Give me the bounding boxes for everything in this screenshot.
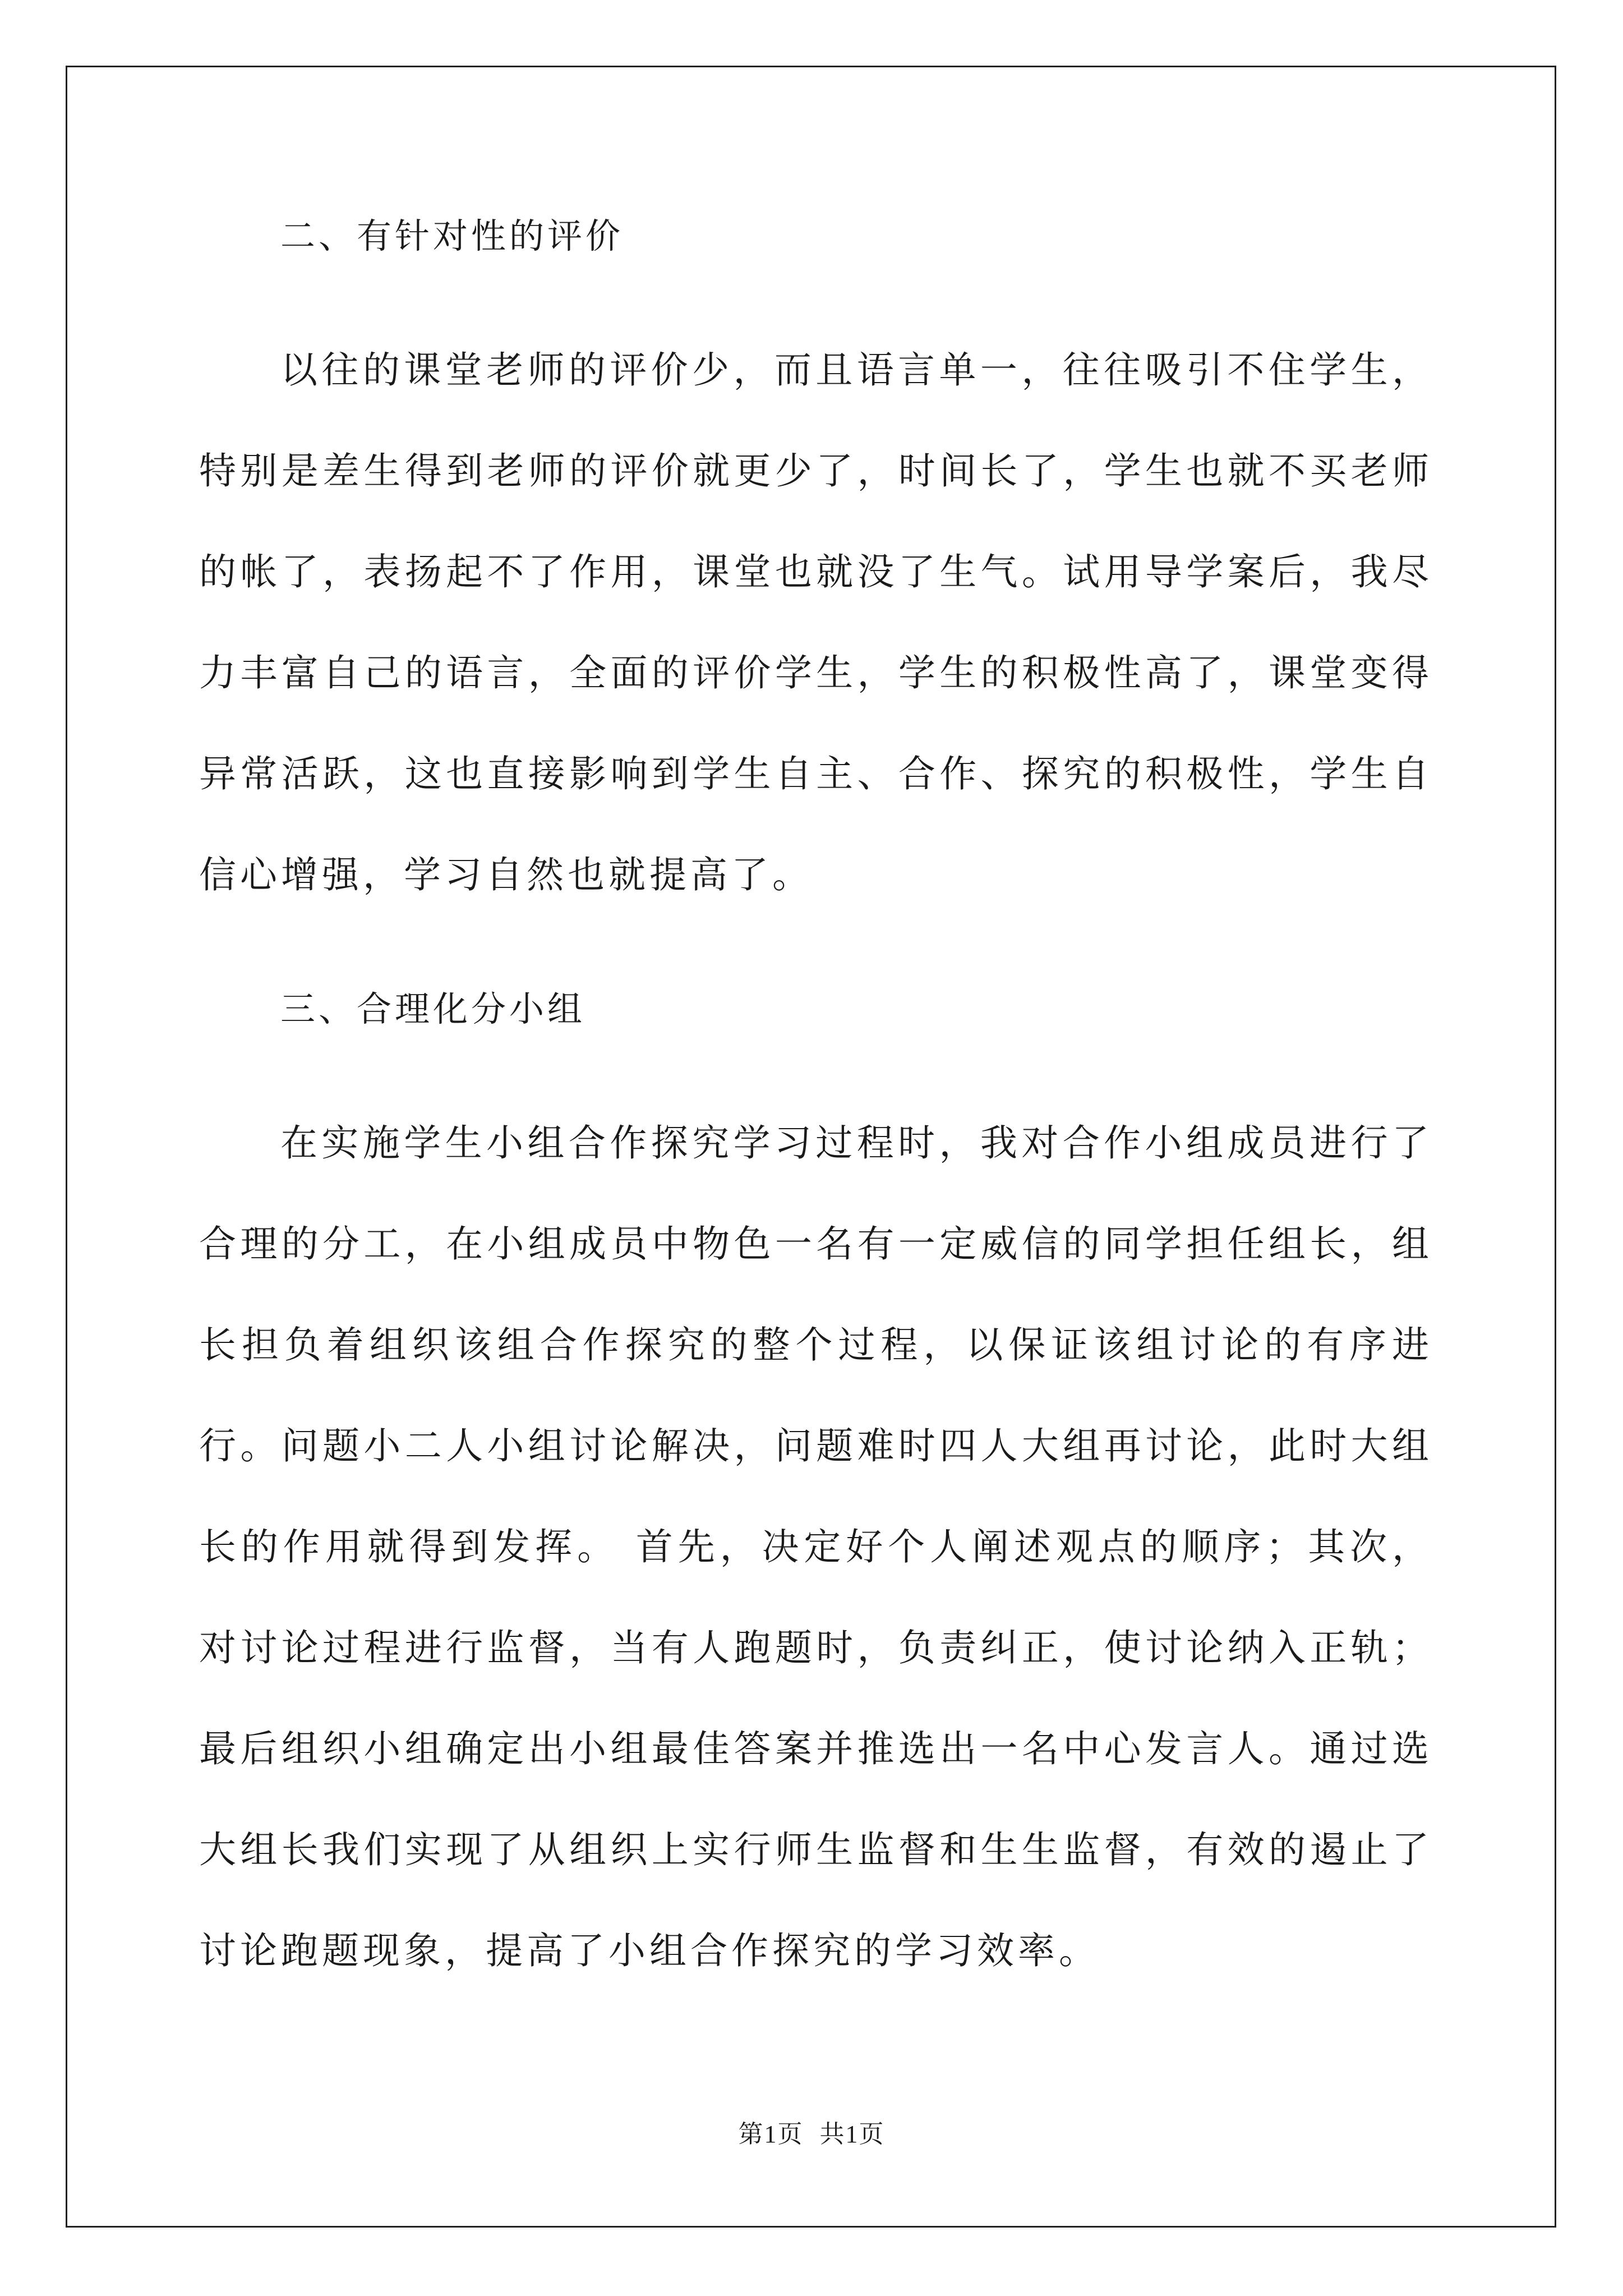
page-footer (0, 2120, 1623, 2148)
section-3-paragraph: 在实施学生小组合作探究学习过程时，我对合作小组成员进行了合理的分工，在小组成员中物色一名有一定威信的同学担任组长，组长担负着组织该组合作探究的整个过程，以保证该组讨论的有序进行。问题小二人小组讨论解决，问题难时四人大组再讨论，此时大组长的作用就得到发挥。 首先，决定好个人阐述观点的顺序；其次，对讨论过程进行监督，当有人跑题时，负责纠正，使讨论纳入正轨；最后组织小组确定出小组最佳答案并推选出一名中心发言人。通过选大组长我们实现了从组织上实行师生监督和生生监督，有效的遏止了讨论跑题现象，提高了小组合作探究的学习效率。 (199, 1121, 1433, 1972)
section-3-heading: 三、合理化分小组 (280, 988, 586, 1029)
page-total: 共1页 (819, 2120, 885, 2148)
section-2-paragraph: 以往的课堂老师的评价少，而且语言单一，往往吸引不住学生，特别是差生得到老师的评价就更少了，时间长了，学生也就不买老师的帐了，表扬起不了作用，课堂也就没了生气。试用导学案后，我尽力丰富自己的语言，全面的评价学生，学生的积极性高了，课堂变得异常活跃，这也直接影响到学生自主、合作、探究的积极性，学生自信心增强，学习自然也就提高了。 (199, 348, 1433, 896)
page-number: 第1页 (738, 2120, 804, 2148)
section-2-heading: 二、有针对性的评价 (280, 215, 624, 256)
document-body (199, 215, 1433, 2001)
